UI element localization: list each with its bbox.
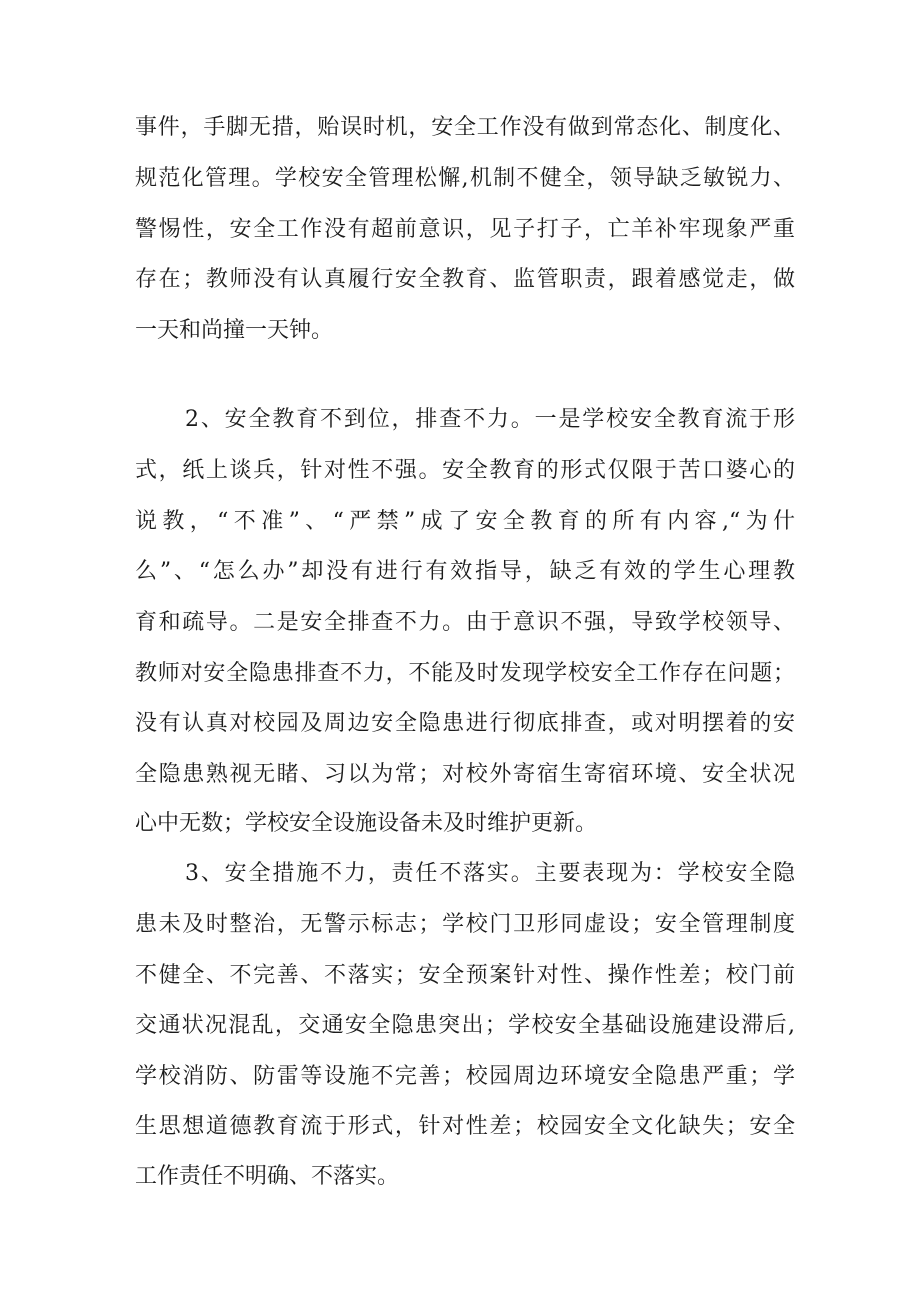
- paragraph-3-line-5: 学校消防、防雷等设施不完善；校园周边环境安全隐患严重；学: [135, 1064, 795, 1089]
- paragraph-1-line-2: 规范化管理。学校安全管理松懈,机制不健全，领导缺乏敏锐力、: [135, 166, 795, 191]
- paragraph-3-line-3: 不健全、不完善、不落实；安全预案针对性、操作性差；校门前: [135, 963, 795, 988]
- paragraph-2-line-5: 育和疏导。二是安全排查不力。由于意识不强，导致学校领导、: [135, 610, 795, 635]
- paragraph-2-line-7: 没有认真对校园及周边安全隐患进行彻底排查，或对明摆着的安: [135, 711, 795, 736]
- paragraph-2-line-3: 说教，“不准”、“严禁”成了安全教育的所有内容,“为什: [135, 509, 795, 534]
- paragraph-3-line-1: 3、安全措施不力，责任不落实。主要表现为：学校安全隐: [185, 861, 795, 886]
- paragraph-2-line-6: 教师对安全隐患排查不力，不能及时发现学校安全工作存在问题；: [135, 661, 795, 686]
- paragraph-2-line-9: 心中无数；学校安全设施设备未及时维护更新。: [135, 811, 598, 836]
- paragraph-2-line-8: 全隐患熟视无睹、习以为常；对校外寄宿生寄宿环境、安全状况: [135, 762, 795, 787]
- paragraph-1-line-3: 警惕性，安全工作没有超前意识，见子打子，亡羊补牢现象严重: [135, 217, 795, 242]
- paragraph-2-line-1: 2、安全教育不到位，排查不力。一是学校安全教育流于形: [185, 407, 795, 432]
- paragraph-1-line-4: 存在；教师没有认真履行安全教育、监管职责，跟着感觉走，做: [135, 267, 795, 292]
- paragraph-3-line-4: 交通状况混乱，交通安全隐患突出；学校安全基础设施建设滞后,: [135, 1013, 795, 1038]
- paragraph-1-line-1: 事件，手脚无措，贻误时机，安全工作没有做到常态化、制度化、: [135, 115, 795, 140]
- paragraph-1-line-5: 一天和尚撞一天钟。: [135, 318, 334, 343]
- paragraph-3-line-6: 生思想道德教育流于形式，针对性差；校园安全文化缺失；安全: [135, 1114, 795, 1139]
- paragraph-3-line-7: 工作责任不明确、不落实。: [135, 1164, 400, 1189]
- paragraph-3-line-2: 患未及时整治，无警示标志；学校门卫形同虚设；安全管理制度: [135, 912, 795, 937]
- paragraph-2-line-2: 式，纸上谈兵，针对性不强。安全教育的形式仅限于苦口婆心的: [135, 458, 795, 483]
- paragraph-2-line-4: 么”、“怎么办”却没有进行有效指导，缺乏有效的学生心理教: [135, 559, 795, 584]
